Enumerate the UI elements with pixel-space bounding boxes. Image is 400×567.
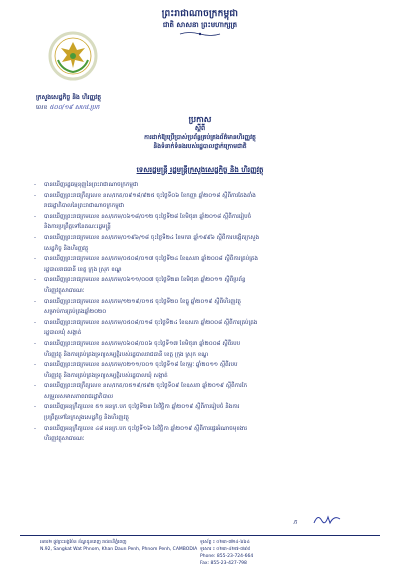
clause-text: បានឃើញព្រះរាជក្រមលេខ នស/រកម/០៦០៨/០០៦ ចុះថ្ងៃទី១៧ ខែមិថុនា ឆ្នាំ២០០៨ ស្តីពីរបប bbox=[44, 340, 241, 347]
clause-bullet: - bbox=[34, 182, 37, 188]
clause-bullet: - bbox=[34, 362, 37, 369]
clause-item bbox=[30, 212, 375, 233]
clause-bullet: - bbox=[34, 319, 37, 326]
clause-text: បានឃើញព្រះរាជក្រមលេខ នស/រកម/០៥០៨/០១៧ ចុះថ្ងៃទី២៤ ខែឧសភា ឆ្នាំ២០០៨ ស្តីពីការគ្រប់គ្រង bbox=[44, 256, 258, 263]
clause-text: បានឃើញរដ្ឋធម្មនុញ្ញនៃព្រះរាជាណាចក្រកម្ពុជា bbox=[44, 182, 139, 188]
clause-text: បានឃើញព្រះរាជក្រមលេខ នស/រកម/០១៩៦/១៨ ចុះថ្ងៃទី២៤ ខែមករា ឆ្នាំ១៩៩៦ ស្តីពីការបង្កើតក្រសួង bbox=[44, 234, 260, 241]
clause-continuation: សេដ្ឋកិច្ច និងហិរញ្ញវត្ថុ bbox=[44, 245, 89, 252]
footer-fax-khmer: ទូរសារ ៖ ០២៣-៤២៧-៧៩៨ bbox=[200, 547, 251, 552]
clause-bullet: - bbox=[34, 213, 37, 220]
subject-line-2: និងទំនាក់ទំនងរបស់រដ្ឋបាលថ្នាក់ក្រោមជាតិ bbox=[153, 143, 247, 150]
reference-handwritten: ៥០០/១៩ សហវ.ប្រក bbox=[49, 104, 100, 111]
clause-item bbox=[30, 297, 375, 318]
clause-text: បានឃើញអនុក្រឹត្យលេខ ៥១ អនក្រ.បក ចុះថ្ងៃទី២៣ ខែវិច្ឆិកា ឆ្នាំ២០១៩ ស្តីពីការរៀបចំ និងការ bbox=[44, 404, 240, 411]
clause-bullet: - bbox=[34, 383, 37, 390]
clause-bullet: - bbox=[34, 277, 37, 284]
page-mark: ក bbox=[293, 519, 297, 526]
clause-continuation: រាជរដ្ឋាភិបាលនៃព្រះរាជាណាចក្រកម្ពុជា bbox=[44, 203, 125, 210]
footer-phone-khmer: ទូរស័ព្ទ ៖ ០២៣-៧២៤-៦៦៤ bbox=[200, 540, 250, 545]
kingdom-title: ព្រះរាជាណាចក្រកម្ពុជា bbox=[161, 9, 239, 19]
clause-item bbox=[30, 275, 375, 296]
clause-continuation: សម្រាប់ការគ្រប់គ្រងឆ្នាំ២០២០ bbox=[44, 309, 107, 316]
clause-text: បានឃើញព្រះរាជក្រមលេខ នស/រកម/០៥០៨/០១៨ ចុះថ្ងៃទី២៤ ខែឧសភា ឆ្នាំ២០០៨ ស្តីពីការគ្រប់គ្រង bbox=[44, 319, 258, 326]
footer-contact bbox=[200, 539, 253, 567]
footer-address-english: N.92, Sangkat Wat Phnom, Khan Daun Penh, Phnom Penh, CAMBODIA bbox=[40, 547, 198, 552]
clause-item bbox=[30, 233, 375, 254]
clause-continuation: ប្រព្រឹត្តទៅនៃក្រសួងសេដ្ឋកិច្ច និងហិរញ្ញវត្ថុ bbox=[44, 415, 129, 422]
document-type: ប្រកាស bbox=[188, 115, 212, 124]
clause-bullet: - bbox=[34, 192, 37, 199]
clause-continuation: រដ្ឋបាលឃុំ សង្កាត់ bbox=[44, 330, 82, 337]
clause-bullet: - bbox=[34, 404, 37, 411]
clause-item bbox=[30, 402, 375, 423]
reference-prefix: លេខ bbox=[36, 104, 48, 111]
footer-address-khmer: អគារ២ ផ្លូវព្រះអង្គម៉ែន ខ័ណ្ឌដូនពេញ រាជធានីភ្នំពេញ bbox=[40, 540, 127, 545]
clause-text: បានឃើញអនុក្រឹត្យលេខ ៤៨ អនក្រ.បក ចុះថ្ងៃទី១៦ ខែវិច្ឆិកា ឆ្នាំ២០១៩ ស្តីពីការផ្ទេរអំណាចមុខងារ bbox=[44, 425, 248, 432]
issuer-title: ទេសរដ្ឋមន្ត្រី រដ្ឋមន្ត្រីក្រសួងសេដ្ឋកិច្ច និង ហិរញ្ញវត្ថុ bbox=[136, 166, 264, 174]
subject-prefix: ស្តីពី bbox=[194, 124, 206, 132]
subject-line-1: ការដាក់ឱ្យប្រើប្រាស់ប្រព័ន្ធគ្រប់គ្រងព័ត៌មានហិរញ្ញវត្ថុ bbox=[144, 134, 256, 141]
clause-continuation: ហិរញ្ញវត្ថុសាធារណៈ bbox=[44, 287, 85, 294]
ministry-name: ក្រសួងសេដ្ឋកិច្ច និង ហិរញ្ញវត្ថុ bbox=[36, 94, 101, 101]
clause-item bbox=[30, 318, 375, 339]
clause-bullet: - bbox=[34, 256, 37, 263]
ministry-logo bbox=[44, 30, 102, 82]
national-motto: ជាតិ សាសនា ព្រះមហាក្សត្រ bbox=[162, 21, 238, 29]
clause-text: បានឃើញព្រះរាជក្រមលេខ នស/រកម/០២១១/០០១ ចុះថ្ងៃទី១៨ ខែកុម្ភៈ ឆ្នាំ២០១១ ស្តីពីរបប bbox=[44, 362, 238, 369]
initials-signature bbox=[312, 511, 342, 527]
clause-continuation: និងការប្រព្រឹត្តទៅនៃគណៈរដ្ឋមន្ត្រី bbox=[44, 224, 111, 231]
clause-bullet: - bbox=[34, 298, 37, 305]
footer-divider bbox=[20, 535, 380, 536]
clause-item bbox=[30, 254, 375, 275]
clause-item bbox=[30, 360, 375, 381]
clause-text: បានឃើញព្រះរាជក្រឹត្យលេខ នស/រកត/០៩១៨/៩២៥ ចុះថ្ងៃទី០៦ ខែកញ្ញា ឆ្នាំ២០១៨ ស្តីពីការតែងតាំង bbox=[44, 192, 256, 199]
clause-item bbox=[30, 339, 375, 360]
clause-bullet: - bbox=[34, 425, 37, 432]
clause-bullet: - bbox=[34, 340, 37, 347]
clause-continuation: រដ្ឋបាលរាជធានី ខេត្ត ក្រុង ស្រុក ខណ្ឌ bbox=[44, 266, 122, 273]
motto-ornament bbox=[178, 31, 222, 37]
clause-bullet: - bbox=[34, 234, 37, 241]
clause-item bbox=[30, 424, 375, 445]
reference-number bbox=[36, 103, 99, 112]
clause-continuation: ហិរញ្ញវត្ថុ និងការគ្រប់គ្រងទ្រព្យសម្បត្តិរបស់រដ្ឋបាលរាជធានី ខេត្ត ក្រុង ស្រុក ខណ្ឌ bbox=[44, 351, 209, 358]
footer-phone: Phone: 855-23-724-664 bbox=[200, 554, 254, 559]
clause-continuation: ហិរញ្ញវត្ថុ និងការគ្រប់គ្រងទ្រព្យសម្បត្តិរបស់រដ្ឋបាលឃុំ សង្កាត់ bbox=[44, 372, 168, 379]
clause-item bbox=[30, 191, 375, 212]
footer-address bbox=[40, 539, 197, 553]
clause-text: បានឃើញព្រះរាជក្រឹត្យលេខ នស/រកត/០៥១៩/៥៩២ ចុះថ្ងៃទី០៩ ខែឧសភា ឆ្នាំ២០១៩ ស្តីពីការកែ bbox=[44, 383, 248, 390]
clause-text: បានឃើញព្រះរាជក្រមលេខ នស/រកម/០៦១៨/០១២ ចុះថ្ងៃទី២៨ ខែមិថុនា ឆ្នាំ២០១៨ ស្តីពីការរៀបចំ bbox=[44, 213, 252, 220]
clause-text: បានឃើញព្រះរាជក្រមលេខ នស/រកម/០៦១១/០០៧ ចុះថ្ងៃទី២៣ ខែមិថុនា ឆ្នាំ២០១១ ស្តីពីប្រព័ន្ធ bbox=[44, 277, 246, 284]
footer-fax: Fax: 855-23-427-798 bbox=[200, 561, 247, 566]
clause-item bbox=[30, 381, 375, 402]
clause-continuation: ហិរញ្ញវត្ថុសាធារណៈ bbox=[44, 436, 85, 443]
clause-text: បានឃើញព្រះរាជក្រមលេខ នស/រកម/១២១៩/០១៥ ចុះថ្ងៃទី២០ ខែធ្នូ ឆ្នាំ២០១៩ ស្តីពីហិរញ្ញវត្ថុ bbox=[44, 298, 241, 305]
preamble-clauses bbox=[30, 180, 375, 445]
clause-item bbox=[30, 180, 375, 191]
clause-continuation: សម្រួលសមាសភាពរាជរដ្ឋាភិបាល bbox=[44, 393, 114, 400]
